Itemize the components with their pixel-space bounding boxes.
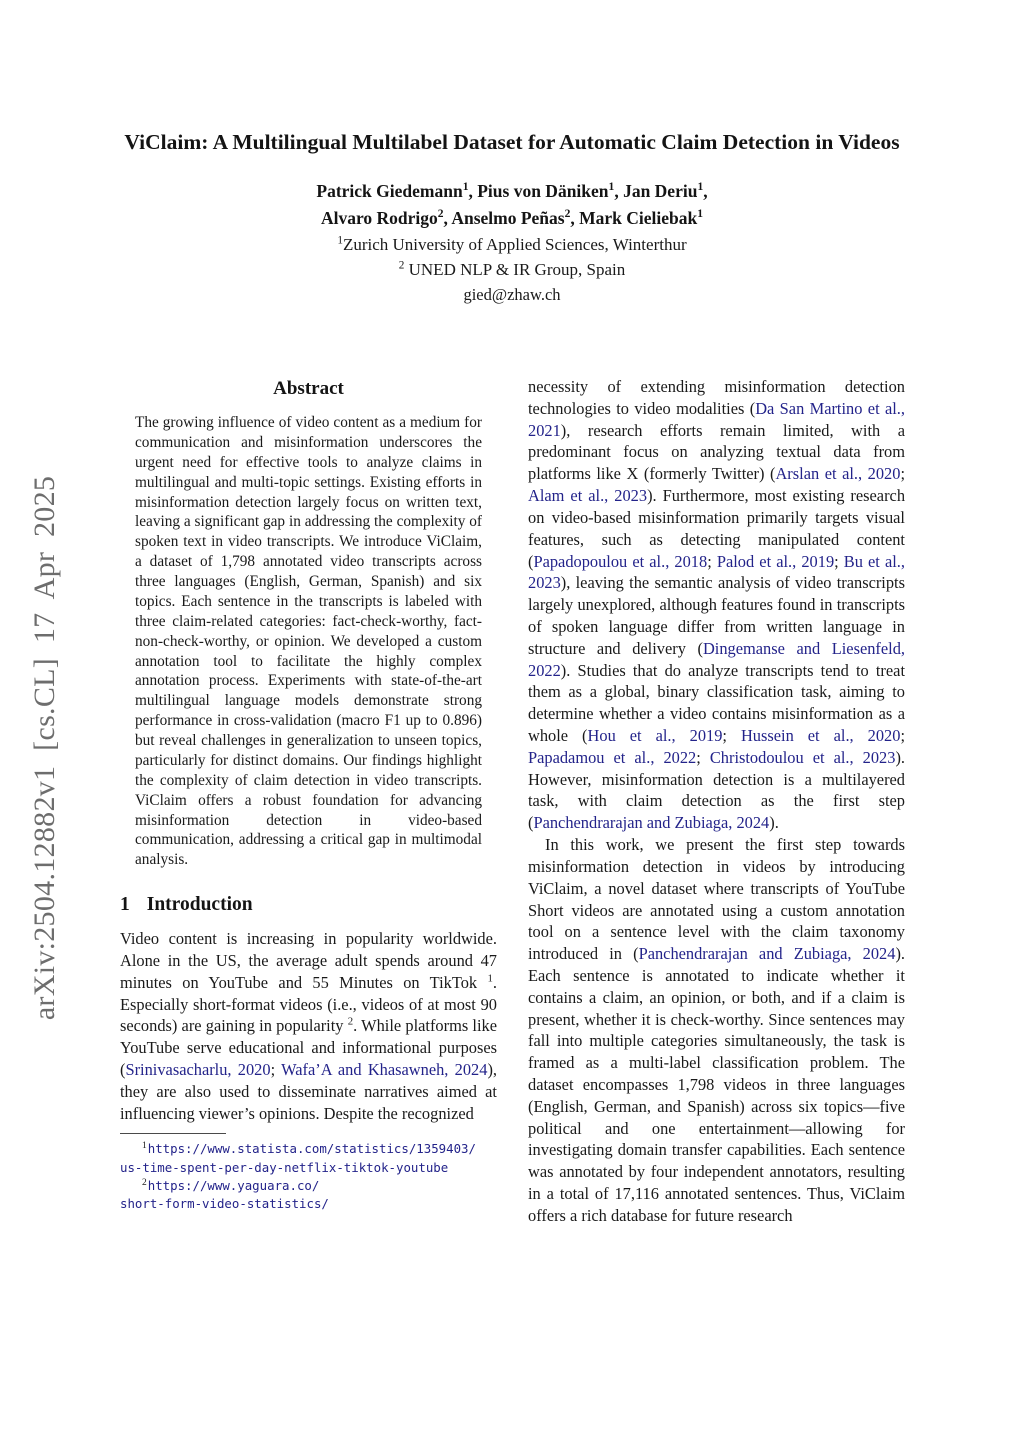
text-run: Patrick Giedemann [316, 181, 463, 202]
citation-link[interactable]: Da San Martino et al., 2021 [528, 398, 906, 440]
superscript-marker: 1 [697, 208, 704, 221]
text-run: . Especially short-format videos (i.e., videos of at most 90 seconds) are gaining in popularity [120, 972, 497, 1036]
citation-link[interactable]: Arslan et al., 2020 [775, 464, 901, 484]
citation-link[interactable]: Hou et al., 2019 [587, 726, 723, 745]
citation-link[interactable]: Panchendrarajan and Zubiaga, 2024 [638, 944, 896, 964]
author-line-1 [0, 178, 1024, 205]
text-run: ). Each sentence is annotated to indicate whether it contains a claim, an opinion, or both, and if a claim is present, whether it is check-worthy. Since sentences may fall into multiple categories simultaneously, the task is framed as a multi-label classification problem. The dataset encompasses 1,798 videos in three languages (English, German, and Spanish) across six topics—five political and one entertainment—allowing for investigating domain transfer capabilities. Each sentence was annotated by four independent annotators, resulting in a total of 17,116 annotated sentences. Thus, ViClaim offers a rich database for future research [528, 944, 905, 1225]
text-run: In this work, we present the first step towards misinformation detection in videos by introducing ViClaim, a novel dataset where transcripts of YouTube Short videos are annotated using a custom annotation tool on a sentence level with the claim taxonomy introduced in ( [528, 835, 905, 964]
footnote-number: 1 [142, 1141, 147, 1152]
paper-title: ViClaim: A Multilingual Multilabel Dataset for Automatic Claim Detection in Videos [124, 130, 900, 154]
text-run: . While platforms like YouTube serve educational and informational purposes ( [120, 1016, 497, 1079]
arxiv-watermark: arXiv:2504.12882v1 [cs.CL] 17 Apr 2025 [28, 475, 61, 1021]
text-run: ). Studies that do analyze transcripts tend to treat them as a global, binary classification task, aiming to determine whether a video contains misinformation as a whole ( [528, 660, 905, 745]
text-run: ; [834, 551, 844, 571]
section-heading-introduction [120, 894, 497, 916]
citation-link[interactable]: Bu et al., 2023 [528, 551, 905, 593]
right-column [528, 376, 905, 1227]
superscript-marker: 1 [697, 181, 704, 194]
footnote-ref[interactable]: 2 [347, 1015, 354, 1028]
affiliation-1 [0, 232, 1024, 258]
text-run: ; [270, 1060, 282, 1079]
citation-link[interactable]: Papadamou et al., 2022 [528, 747, 697, 767]
footnote-rule [120, 1133, 226, 1134]
citation-link[interactable]: Dingemanse and Liesenfeld, 2022 [528, 638, 906, 680]
citation-link[interactable]: Srinivasacharlu, 2020 [125, 1060, 271, 1079]
text-run: , [703, 181, 708, 202]
footnotes-block [120, 1133, 497, 1213]
two-column-body [120, 376, 906, 1227]
text-run: ; [900, 726, 905, 745]
footnote-url[interactable]: short-form-video-statistics/ [120, 1196, 329, 1212]
footnote-2 [120, 1177, 497, 1213]
body-paragraph-2 [528, 834, 905, 1227]
citation-link[interactable]: Wafa’A and Khasawneh, 2024 [281, 1060, 488, 1079]
superscript-marker: 1 [337, 233, 343, 246]
footnote-line [120, 1159, 497, 1177]
superscript-marker: 2 [564, 208, 571, 221]
text-run: UNED NLP & IR Group, Spain [404, 260, 626, 280]
superscript-marker: 1 [608, 181, 615, 194]
text-run: Alvaro Rodrigo [320, 207, 438, 228]
footnote-number: 2 [142, 1177, 147, 1188]
text-run: , Pius von Däniken [468, 181, 609, 202]
body-paragraph-continuation [528, 376, 905, 834]
text-run: , Jan Deriu [614, 181, 698, 202]
superscript-marker: 2 [437, 208, 444, 221]
footnote-ref[interactable]: 1 [487, 972, 493, 985]
text-run: ). Furthermore, most existing research on video-based misinformation primarily targets visual features, such as detecting manipulated content ( [528, 486, 906, 571]
text-run: ), leaving the semantic analysis of video transcripts largely unexplored, although features found in transcripts of spoken language differ from written language in structure and delivery ( [528, 573, 905, 658]
text-run: ; [722, 726, 741, 745]
footnote-line [120, 1140, 497, 1158]
text-run: , Anselmo Peñas [443, 207, 565, 228]
text-run: , Mark Cieliebak [570, 207, 698, 228]
citation-link[interactable]: Palod et al., 2019 [716, 551, 835, 571]
citation-link[interactable]: Alam et al., 2023 [528, 486, 648, 506]
footnote-line [120, 1177, 497, 1195]
section-title: Introduction [146, 894, 253, 916]
left-column [120, 376, 497, 1213]
superscript-marker: 1 [462, 181, 469, 194]
footnote-url[interactable]: https://www.yaguara.co/ [147, 1177, 320, 1193]
text-run: necessity of extending misinformation detection technologies to video modalities ( [528, 377, 905, 418]
citation-link[interactable]: Panchendrarajan and Zubiaga, 2024 [533, 813, 770, 833]
footnote-url[interactable]: us-time-spent-per-day-netflix-tiktok-youtube [120, 1159, 449, 1175]
contact-email: gied@zhaw.ch [463, 284, 561, 304]
superscript-marker: 2 [398, 259, 405, 272]
abstract-text: The growing influence of video content as a medium for communication and misinformation underscores the urgent need for effective tools to analyze claims in multilingual and multi-topic settings. Existing efforts in misinformation detection largely focus on written text, leaving a significant gap in addressing the complexity of spoken text in video transcripts. We introduce ViClaim, a dataset of 1,798 annotated video transcripts across three languages (English, German, Spanish) and six topics. Each sentence in the transcripts is labeled with three claim-related categories: fact-check-worthy, fact-non-check-worthy, or opinion. We developed a custom annotation tool to facilitate the highly complex annotation process. Experiments with state-of-the-art multilingual language models demonstrate strong performance in cross-validation (macro F1 up to 0.896) but reveal challenges in generalization to unseen topics, particularly for distinct domains. Our findings highlight the complexity of claim detection in video transcripts. ViClaim offers a robust foundation for advancing misinformation detection in video-based communication, addressing a critical gap in multimodal analysis. [135, 414, 482, 869]
citation-link[interactable]: Hussein et al., 2020 [740, 726, 901, 745]
footnote-url[interactable]: https://www.statista.com/statistics/1359403/ [147, 1141, 476, 1157]
introduction-paragraph [120, 928, 497, 1124]
abstract-heading: Abstract [273, 378, 344, 399]
text-run: ; [696, 747, 710, 767]
citation-link[interactable]: Papadopoulou et al., 2018 [533, 551, 708, 571]
text-run: ), research efforts remain limited, with a predominant focus on analyzing textual data from platforms like X (formerly Twitter) ( [528, 420, 905, 484]
section-number: 1 [120, 894, 130, 916]
affiliation-2 [0, 257, 1024, 283]
footnote-1 [120, 1140, 497, 1176]
text-run: Video content is increasing in popularity worldwide. Alone in the US, the average adult spends around 47 minutes on YouTube and 55 Minutes on TikTok [120, 929, 497, 992]
citation-link[interactable]: Christodoulou et al., 2023 [709, 747, 896, 767]
text-run: ). However, misinformation detection is a multilayered task, with claim detection as the first step ( [528, 747, 905, 833]
author-line-2 [0, 205, 1024, 232]
paper-header [0, 128, 1024, 307]
author-block [0, 178, 1024, 307]
text-run: ; [900, 464, 905, 484]
text-run: ), they are also used to disseminate narratives aimed at influencing viewer’s opinions. Despite the recognized [120, 1060, 497, 1123]
text-run: ). [769, 813, 779, 833]
text-run: ; [707, 551, 717, 571]
footnote-line [120, 1195, 497, 1213]
text-run: Zurich University of Applied Sciences, Winterthur [342, 234, 687, 254]
